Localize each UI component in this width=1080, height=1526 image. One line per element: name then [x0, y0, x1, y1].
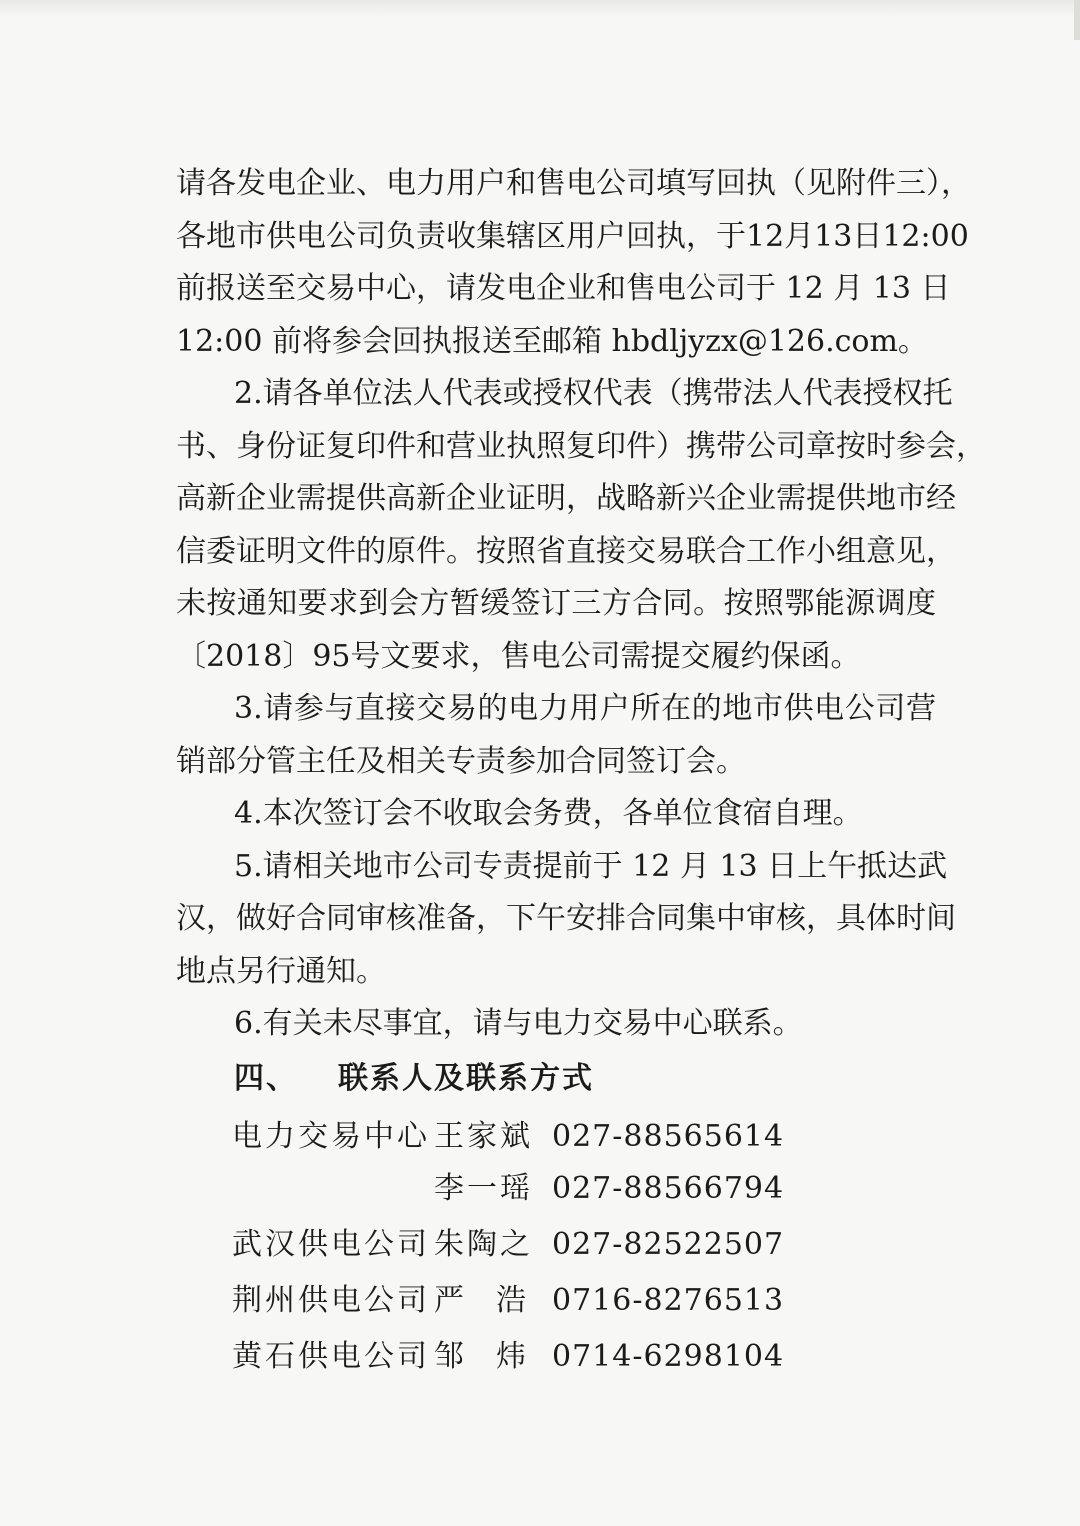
contact-phone: 027-88565614 [552, 1119, 785, 1154]
text-line: 4.本次签订会不收取会务费，各单位食宿自理。 [234, 796, 863, 831]
contact-org: 荆州供电公司 [232, 1283, 430, 1318]
section-heading [176, 1053, 936, 1106]
text-line: 5.请相关地市公司专责提前于 12 月 13 日上午抵达武 [234, 848, 948, 884]
text-line: 2.请各单位法人代表或授权代表（携带法人代表授权托 [234, 376, 953, 411]
contact-org: 武汉供电公司 [232, 1227, 430, 1262]
contact-org: 黄石供电公司 [232, 1339, 430, 1374]
contact-phone: 0716-8276513 [552, 1283, 785, 1318]
contact-row [176, 1275, 936, 1327]
text-line: 前报送至交易中心，请发电企业和售电公司于 12 月 13 日 [176, 271, 951, 306]
paragraph-item-5 [176, 841, 956, 999]
text-line: 销部分管主任及相关专责参加合同签订会。 [176, 743, 746, 779]
text-line: 6.有关未尽事宜，请与电力交易中心联系。 [234, 1006, 803, 1041]
section-number: 四、 [234, 1060, 298, 1096]
contact-phone: 027-88566794 [552, 1171, 785, 1206]
text-line: 12:00 前将参会回执报送至邮箱 hbdljyzx@126.com。 [176, 323, 928, 359]
contact-row [176, 1163, 936, 1215]
text-line: 各地市供电公司负责收集辖区用户回执，于12月13日12:00 [176, 218, 969, 254]
paragraph-item-6 [176, 998, 936, 1051]
text-line: 未按通知要求到会方暂缓签订三方合同。按照鄂能源调度 [176, 586, 936, 621]
contact-org: 电力交易中心 [232, 1119, 430, 1154]
page-top-edge [0, 0, 1080, 18]
paragraph-reply-receipt [176, 158, 971, 368]
contact-row [176, 1331, 936, 1383]
contact-name: 邹炜 [434, 1339, 558, 1374]
document-body [176, 158, 986, 1383]
text-line: 请各发电企业、电力用户和售电公司填写回执（见附件三）， [176, 166, 971, 201]
paragraph-item-4 [176, 788, 936, 841]
text-line: 高新企业需提供高新企业证明，战略新兴企业需提供地市经 [176, 481, 956, 516]
text-line: 〔2018〕95号文要求，售电公司需提交履约保函。 [176, 638, 861, 674]
paragraph-item-2 [176, 368, 986, 683]
page-corner-shadow [1074, 0, 1080, 40]
contact-name: 朱陶之 [434, 1227, 533, 1262]
text-line: 书、身份证复印件和营业执照复印件）携带公司章按时参会， [176, 428, 986, 464]
contact-row [176, 1219, 936, 1271]
contact-name: 王家斌 [434, 1119, 533, 1154]
contact-row [176, 1111, 936, 1163]
text-line: 信委证明文件的原件。按照省直接交易联合工作小组意见， [176, 533, 956, 569]
contact-name: 严浩 [434, 1283, 558, 1318]
paragraph-item-3 [176, 683, 936, 788]
text-line: 地点另行通知。 [176, 953, 386, 989]
contact-phone: 0714-6298104 [552, 1339, 785, 1374]
text-line: 3.请参与直接交易的电力用户所在的地市供电公司营 [234, 691, 936, 726]
contact-list [176, 1111, 936, 1383]
text-line: 汉，做好合同审核准备，下午安排合同集中审核，具体时间 [176, 901, 956, 936]
contact-phone: 027-82522507 [552, 1227, 785, 1262]
contact-name: 李一瑶 [434, 1171, 533, 1206]
section-title: 联系人及联系方式 [338, 1060, 594, 1096]
